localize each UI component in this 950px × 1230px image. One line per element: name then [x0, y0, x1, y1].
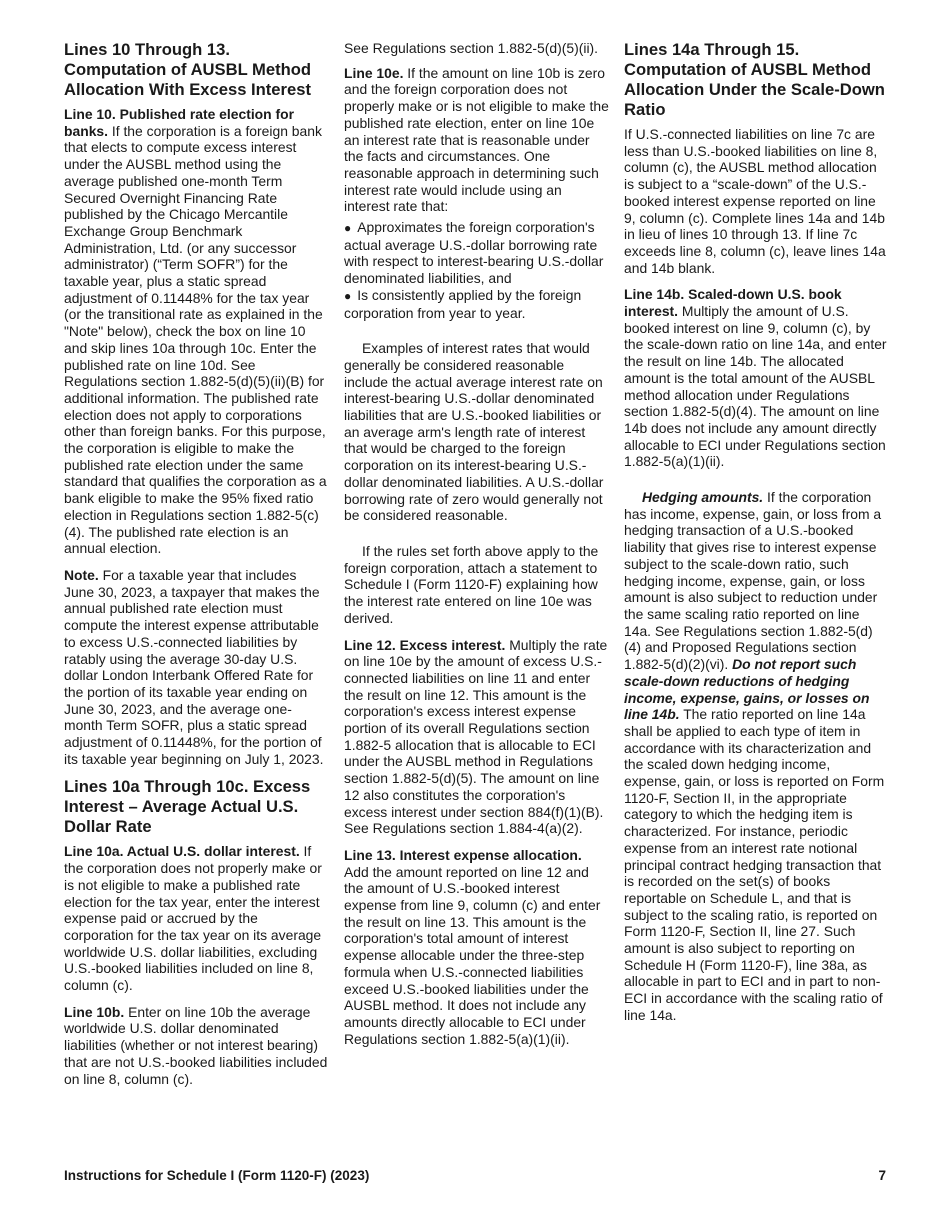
line-12-text: Multiply the rate on line 10e by the amount of excess U.S.-connected liabilities on line 11 and enter the result on line 12. This amount is the corporation's excess interest expense portion of its overall Regulations section 1.882-5 allocation that is allocable to ECI under the AUSBL method in Regulations section 1.882-5(d)(5). The amount on line 12 also constitutes the corporation's excess interest under section 884(f)(1)(B). See Regulations section 1.884-4(a)(2). [344, 636, 608, 837]
line-10e-text: If the amount on line 10b is zero and the foreign corporation does not properly make or is not eligible to make the published rate election, enter on line 10e an interest rate that is reasonable under the facts and circumstances. One reasonable approach in determining such interest rate would include using an interest rate that: [344, 64, 609, 215]
paragraph-examples: Examples of interest rates that would generally be considered reasonable include the actual average interest rate on interest-bearing U.S.-dollar denominated liabilities that are U.S.-booked liabilities or an average arm's length rate of interest that would be charged to the foreign corporation on its interest-bearing U.S.-dollar denominated liabilities. A U.S.-dollar borrowing rate of zero would generally not be considered reasonable. [344, 340, 604, 524]
paragraph-scale-down-intro: If U.S.-connected liabilities on line 7c are less than U.S.-booked liabilities on line 8, column (c), the AUSBL method allocation is subject to a “scale-down” of the U.S.-booked interest expense reported on line 9, column (c). Complete lines 14a and 14b in lieu of lines 10 through 13. If line 7c exceeds line 8, column (c), leave lines 14a and 14b blank. [624, 126, 886, 276]
paragraph-line-13 [344, 847, 609, 1047]
line-14b-text: Multiply the amount of U.S. booked interest on line 9, column (c), by the scale-down ratio on line 14a, and enter the result on line 14b. The allocated amount is the total amount of the AUSBL method allocation under Regulations section 1.882-5(d)(4). The amount on line 14b does not include any amount directly allocable to ECI under Regulations section 1.882-5(a)(1)(ii). [624, 303, 887, 470]
heading-lines-10-13: Lines 10 Through 13. Computation of AUSBL Method Allocation With Excess Interest [64, 40, 312, 99]
footer-title: Instructions for Schedule I (Form 1120-F) (2023) [64, 1168, 370, 1183]
line-10-text: If the corporation is a foreign bank that elects to compute excess interest under the AUSBL method using the average published one-month Term Secured Overnight Financing Rate published by the Chicago Mercantile Exchange Group Benchmark Administration, Ltd. (or any successor administrator) (“Term SOFR”) for the taxable year, plus a static spread adjustment of 0.11448% for the tax year (or the transitional rate as explained in the "Note" below), check the box on line 10 and skip lines 10a through 10c. Enter the published rate on line 10d. See Regulations section 1.882-5(d)(5)(ii)(B) for additional information. The published rate election does not apply to corporations other than foreign banks. For this purpose, the corporation is eligible to make the published rate election under the same standard that qualifies the corporation as a bank eligible to make the 95% fixed ratio election in Regulations section 1.882-5(c)(4). The published rate election is an annual election. [64, 122, 327, 557]
column-3 [624, 40, 889, 1034]
line-13-lead: Line 13. Interest expense allocation. [344, 846, 582, 863]
paragraph-hedging [624, 489, 889, 1024]
bullet-icon: ● [344, 221, 352, 236]
list-item: ● Is consistently applied by the foreign corporation from year to year. [344, 286, 582, 321]
paragraph-note [64, 567, 329, 767]
paragraph-line-10b [64, 1004, 329, 1088]
line-10b-lead: Line 10b. [64, 1003, 125, 1020]
line-12-lead: Line 12. Excess interest. [344, 636, 506, 653]
line-10a-lead: Line 10a. Actual U.S. dollar interest. [64, 843, 300, 860]
paragraph-line-10 [64, 106, 329, 557]
list-item: ● Approximates the foreign corporation's actual average U.S.-dollar borrowing rate with respect to interest-bearing U.S.-dollar denominated liabilities, and [344, 219, 604, 287]
line-10b-text: Enter on line 10b the average worldwide U.S. dollar denominated liabilities (whether or not interest bearing) that are not U.S.-booked liabilities included on line 8, column (c). [64, 1003, 328, 1087]
heading-lines-14a-15: Lines 14a Through 15. Computation of AUSBL Method Allocation Under the Scale-Down Ratio [624, 40, 885, 119]
paragraph-line-12 [344, 637, 609, 837]
hedging-emphasis: Do not report such scale-down reductions of hedging income, expense, gains, or losses on line 14b. [624, 656, 870, 723]
note-text: For a taxable year that includes June 30, 2023, a taxpayer that makes the annual published rate election must compute the interest expense attributable to excess U.S.-connected liabilities by ratably using the average 30-day U.S. dollar London Interbank Offered Rate for the portion of its taxable year ending on June 30, 2023, and the average one-month Term SOFR, plus a static spread adjustment of 0.11448%, for the portion of its taxable year beginning on July 1, 2023. [64, 566, 324, 767]
paragraph-line-14b [624, 286, 889, 470]
column-1 [64, 40, 329, 1097]
heading-lines-10a-10c: Lines 10a Through 10c. Excess Interest – Average Actual U.S. Dollar Rate [64, 777, 311, 837]
line-10e-lead: Line 10e. [344, 64, 404, 81]
line-10-lead: Line 10. Published rate election for banks. [64, 106, 295, 139]
hedging-lead: Hedging amounts. [642, 489, 764, 506]
note-lead: Note. [64, 566, 99, 583]
hedging-text-2: The ratio reported on line 14a shall be applied to each type of item in accordance with its characterization and the scaled down hedging income, expense, gain, or loss is reported on Form 1120-F, Section II, in the appropriate category to which the hedging item is characterized. For instance, periodic expense from an interest rate notional principal contract hedging transaction that is recorded on the set(s) of books reportable on Schedule L, and that is subject to the scaling ratio, is reported on Form 1120-F, Section II, line 27. Such amount is also subject to reporting on Schedule H (Form 1120-F), line 38a, as allocable in part to ECI and in part to non-ECI in accordance with the scaling ratio of line 14a. [624, 706, 885, 1023]
page-footer [64, 1168, 886, 1188]
paragraph-continued: See Regulations section 1.882-5(d)(5)(ii). [344, 40, 599, 56]
criteria-list [344, 219, 609, 321]
bullet-icon: ● [344, 288, 352, 303]
page-number: 7 [878, 1168, 886, 1183]
paragraph-line-10a [64, 843, 329, 993]
hedging-text-1: If the corporation has income, expense, gain, or loss from a hedging transaction of a U.S.-booked liability that gives rise to interest expense subject to the scale-down ratio, such hedging income, expense, gain, or loss amount is also subject to reduction under the same scaling ratio reported on line 14a. See Regulations section 1.882-5(d)(4) and Proposed Regulations section 1.882-5(d)(2)(vi). [624, 489, 882, 673]
column-2 [344, 40, 609, 1057]
line-10a-text: If the corporation does not properly make or is not eligible to make a published rate election for the tax year, enter the interest expense paid or accrued by the corporation for the tax year on its average worldwide U.S. dollar liabilities, excluding U.S.-booked liabilities included on line 8, column (c). [64, 843, 322, 994]
line-14b-lead: Line 14b. Scaled-down U.S. book interest. [624, 286, 842, 320]
paragraph-line-10e [344, 65, 609, 215]
paragraph-rules: If the rules set forth above apply to the foreign corporation, attach a statement to Schedule I (Form 1120-F) explaining how the interest rate entered on line 10e was derived. [344, 542, 599, 626]
line-13-text: Add the amount reported on line 12 and the amount of U.S.-booked interest expense from line 9, column (c) and enter the result on line 13. This amount is the corporation's total amount of interest expense allocable under the three-step formula when U.S.-connected liabilities exceed U.S.-booked liabilities under the AUSBL method. It does not include any amounts directly allocable to ECI under Regulations section 1.882-5(a)(1)(ii). [344, 863, 601, 1047]
